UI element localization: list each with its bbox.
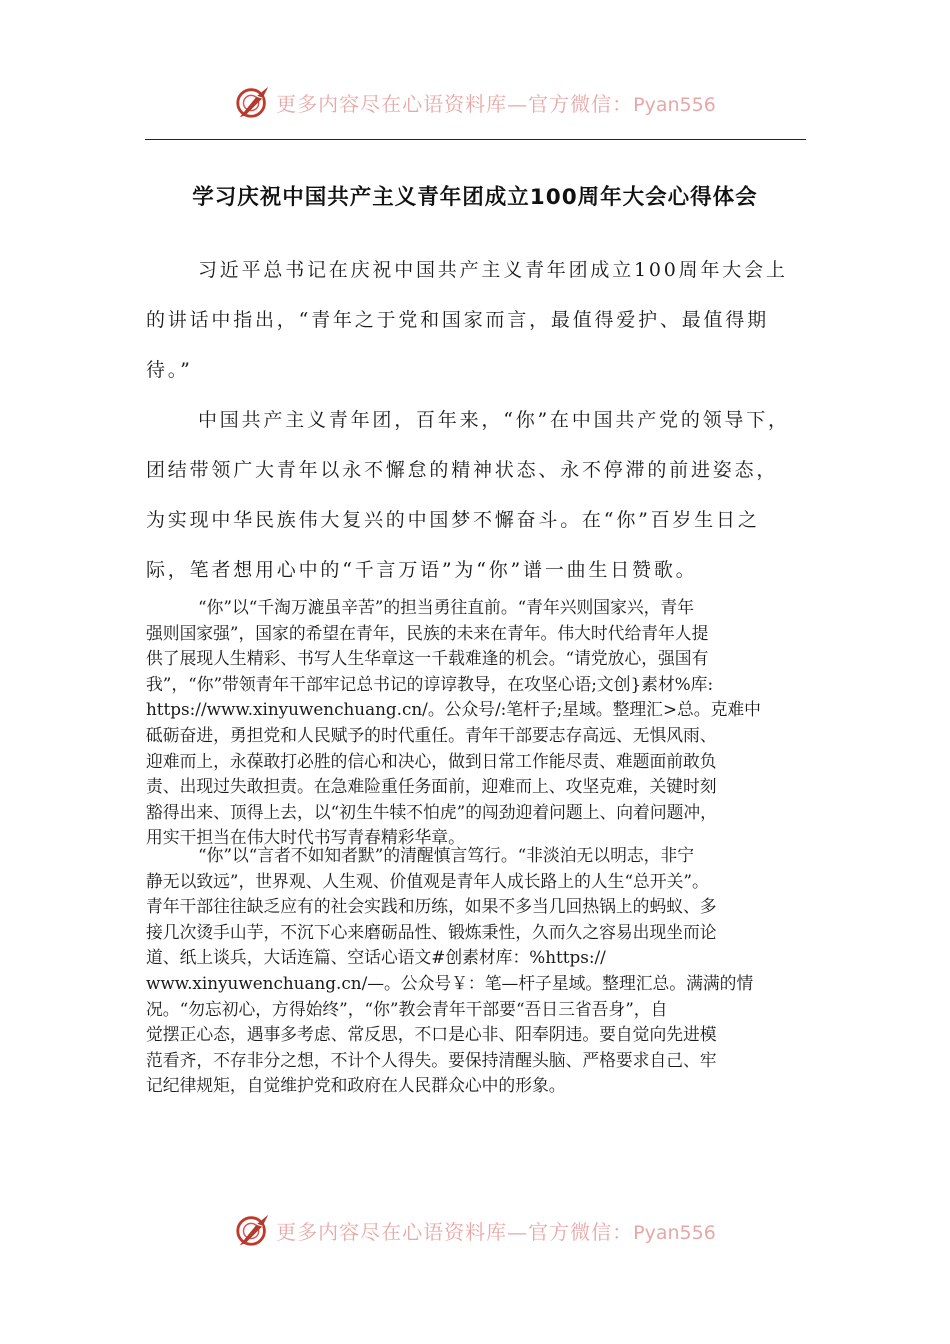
paragraph-3 xyxy=(146,595,806,851)
paragraph-line: 的讲话中指出，“青年之于党和国家而言，最值得爱护、最值得期 xyxy=(146,309,769,331)
paragraph-line: 觉摆正心态，遇事多考虑、常反思，不口是心非、阳奉阴违。要自觉向先进模 xyxy=(146,1024,717,1045)
paragraph-line: 我”，“你”带领青年干部牢记总书记的谆谆教导，在攻坚心语;文创}素材%库: xyxy=(146,673,714,694)
header-watermark-text xyxy=(276,88,716,117)
header-watermark-banner xyxy=(0,80,950,124)
paragraph-line: 责、出现过失敢担责。在急难险重任务面前，迎难而上、攻坚克难，关键时刻 xyxy=(146,776,717,797)
footer-watermark-text xyxy=(276,1216,716,1245)
paragraph-line: 强则国家强”，国家的希望在青年，民族的未来在青年。伟大时代给青年人提 xyxy=(146,622,709,643)
paragraph-line: 青年干部往往缺乏应有的社会实践和历练，如果不多当几回热锅上的蚂蚁、多 xyxy=(146,896,717,917)
paragraph-line: 豁得出来、顶得上去，以“初生牛犊不怕虎”的闯劲迎着问题上、向着问题冲， xyxy=(146,801,717,822)
paragraph-line: 迎难而上，永葆敢打必胜的信心和决心，做到日常工作能尽责、难题面前敢负 xyxy=(146,750,717,771)
paragraph-line: 团结带领广大青年以永不懈怠的精神状态、永不停滞的前进姿态， xyxy=(146,459,779,481)
paragraph-line: 况。“勿忘初心，方得始终”，“你”教会青年干部要“吾日三省吾身”，自 xyxy=(146,998,668,1019)
paragraph-line: 记纪律规矩，自觉维护党和政府在人民群众心中的形象。 xyxy=(146,1075,566,1096)
paragraph-line: 为实现中华民族伟大复兴的中国梦不懈奋斗。在“你”百岁生日之 xyxy=(146,509,760,531)
paragraph-line: 中国共产主义青年团，百年来，“你”在中国共产党的领导下， xyxy=(198,409,790,431)
paragraph-line: “你”以“千淘万漉虽辛苦”的担当勇往直前。“青年兴则国家兴，青年 xyxy=(198,597,694,617)
paragraph-1 xyxy=(146,258,806,408)
paragraph-line: www.xinyuwenchuang.cn/—。公众号￥：笔—杆子星域。整理汇总。满满的情 xyxy=(146,972,754,993)
paragraph-line: 际，笔者想用心中的“千言万语”为“你”谱一曲生日赞歌。 xyxy=(146,559,698,581)
header-watermark-cn: 更多内容尽在心语资料库—官方微信： xyxy=(276,91,634,116)
footer-watermark-wechat-id: Pyan556 xyxy=(633,1221,716,1244)
paragraph-line: 供了展现人生精彩、书写人生华章这一千载难逢的机会。“请党放心，强国有 xyxy=(146,648,709,669)
footer-watermark-banner xyxy=(0,1208,950,1252)
paragraph-line: 范看齐，不存非分之想，不计个人得失。要保持清醒头脑、严格要求自己、牢 xyxy=(146,1049,717,1070)
document-title: 学习庆祝中国共产主义青年团成立100周年大会心得体会 xyxy=(192,185,758,210)
quill-logo-icon xyxy=(234,1211,272,1249)
paragraph-line: 用实干担当在伟大时代书写青春精彩华章。 xyxy=(146,827,465,848)
paragraph-line: 接几次烫手山芋，不沉下心来磨砺品性、锻炼秉性，久而久之容易出现坐而论 xyxy=(146,921,717,942)
paragraph-2 xyxy=(146,408,806,608)
quill-logo-icon xyxy=(234,83,272,121)
footer-watermark-cn: 更多内容尽在心语资料库—官方微信： xyxy=(276,1219,634,1244)
paragraph-line: https://www.xinyuwenchuang.cn/。公众号/:笔杆子;星域。整理汇>总。克难中 xyxy=(146,699,761,720)
paragraph-line: 砥砺奋进，勇担党和人民赋予的时代重任。青年干部要志存高远、无惧风雨、 xyxy=(146,724,717,745)
paragraph-line: “你”以“言者不如知者默”的清醒慎言笃行。“非淡泊无以明志，非宁 xyxy=(198,845,694,865)
paragraph-line: 习近平总书记在庆祝中国共产主义青年团成立100周年大会上 xyxy=(198,259,788,281)
header-watermark-wechat-id: Pyan556 xyxy=(633,93,716,116)
paragraph-4 xyxy=(146,843,806,1099)
paragraph-line: 道、纸上谈兵，大话连篇、空话心语文#创素材库：%https:// xyxy=(146,947,606,968)
paragraph-line: 待。” xyxy=(146,359,193,381)
header-divider xyxy=(145,139,806,140)
paragraph-line: 静无以致远”，世界观、人生观、价值观是青年人成长路上的人生“总开关”。 xyxy=(146,870,709,891)
